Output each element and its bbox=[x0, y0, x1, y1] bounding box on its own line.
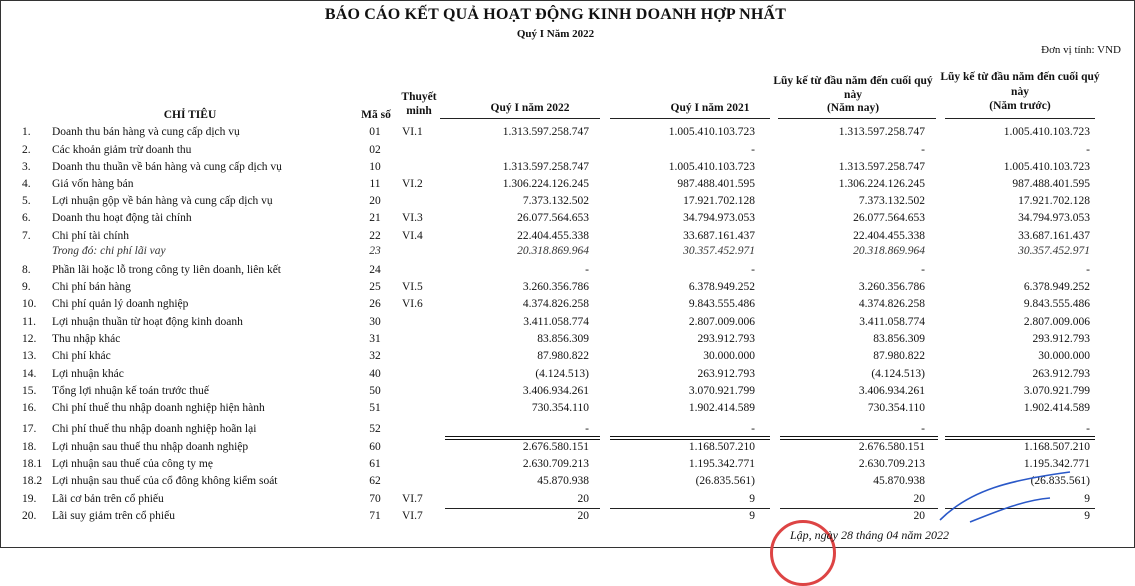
value-ytd-this-year: 20.318.869.964 bbox=[853, 245, 925, 257]
value-q1-2021: 1.005.410.103.723 bbox=[668, 126, 755, 138]
row-label: Lãi cơ bản trên cổ phiếu bbox=[52, 493, 164, 505]
value-q1-2022: 20 bbox=[577, 510, 589, 522]
value-q1-2022: 83.856.309 bbox=[537, 333, 589, 345]
table-row bbox=[0, 333, 1135, 350]
value-ytd-last-year: 9 bbox=[1084, 510, 1090, 522]
row-number: 15. bbox=[22, 385, 37, 397]
value-q1-2022: - bbox=[585, 423, 589, 435]
row-label: Chi phí tài chính bbox=[52, 230, 129, 242]
value-ytd-last-year: 9.843.555.486 bbox=[1023, 298, 1090, 310]
header-col3-line2: này bbox=[844, 89, 862, 101]
value-ytd-this-year: 1.306.224.126.245 bbox=[838, 178, 925, 190]
row-code: 21 bbox=[369, 212, 381, 224]
row-number: 17. bbox=[22, 423, 37, 435]
row-number: 6. bbox=[22, 212, 31, 224]
row-code: 25 bbox=[369, 281, 381, 293]
value-ytd-this-year: 45.870.938 bbox=[873, 475, 925, 487]
value-ytd-last-year: 1.005.410.103.723 bbox=[1003, 126, 1090, 138]
value-q1-2022: 87.980.822 bbox=[537, 350, 589, 362]
value-q1-2022: 1.306.224.126.245 bbox=[502, 178, 589, 190]
row-label: Lợi nhuận khác bbox=[52, 368, 124, 380]
row-number: 12. bbox=[22, 333, 37, 345]
table-row bbox=[0, 385, 1135, 402]
row-label: Chi phí quản lý doanh nghiệp bbox=[52, 298, 189, 310]
row-label: Lãi suy giảm trên cổ phiếu bbox=[52, 510, 175, 522]
row-label: Phần lãi hoặc lỗ trong công ty liên doanh, liên kết bbox=[52, 264, 281, 276]
row-label: Chi phí thuế thu nhập doanh nghiệp hoãn lại bbox=[52, 423, 257, 435]
value-q1-2022: 22.404.455.338 bbox=[517, 230, 589, 242]
row-code: 26 bbox=[369, 298, 381, 310]
header-thuyet-minh-1: Thuyết bbox=[401, 91, 437, 103]
row-label: Các khoản giảm trừ doanh thu bbox=[52, 144, 192, 156]
table-row bbox=[0, 212, 1135, 229]
value-q1-2021: 9.843.555.486 bbox=[688, 298, 755, 310]
row-label: Tổng lợi nhuận kế toán trước thuế bbox=[52, 385, 209, 397]
row-code: 70 bbox=[369, 493, 381, 505]
value-q1-2021: 30.357.452.971 bbox=[683, 245, 755, 257]
value-ytd-this-year: 87.980.822 bbox=[873, 350, 925, 362]
table-row bbox=[0, 298, 1135, 315]
value-q1-2021: (26.835.561) bbox=[695, 475, 755, 487]
value-q1-2021: 33.687.161.437 bbox=[683, 230, 755, 242]
value-ytd-last-year: 34.794.973.053 bbox=[1018, 212, 1090, 224]
value-q1-2022: 20.318.869.964 bbox=[517, 245, 589, 257]
table-row bbox=[0, 161, 1135, 178]
value-ytd-this-year: 20 bbox=[913, 510, 925, 522]
value-q1-2021: 293.912.793 bbox=[697, 333, 755, 345]
value-ytd-this-year: 1.313.597.258.747 bbox=[838, 126, 925, 138]
row-note: VI.3 bbox=[402, 212, 423, 224]
row-note: VI.5 bbox=[402, 281, 423, 293]
value-ytd-last-year: 2.807.009.006 bbox=[1023, 316, 1090, 328]
row-number: 18.1 bbox=[22, 458, 43, 470]
value-ytd-last-year: 1.005.410.103.723 bbox=[1003, 161, 1090, 173]
value-ytd-last-year: 293.912.793 bbox=[1032, 333, 1090, 345]
row-number: 3. bbox=[22, 161, 31, 173]
value-ytd-last-year: 9 bbox=[1084, 493, 1090, 505]
value-ytd-this-year: 3.406.934.261 bbox=[858, 385, 925, 397]
table-row bbox=[0, 195, 1135, 212]
row-number: 9. bbox=[22, 281, 31, 293]
row-number: 13. bbox=[22, 350, 37, 362]
row-code: 30 bbox=[369, 316, 381, 328]
value-ytd-last-year: 987.488.401.595 bbox=[1012, 178, 1090, 190]
header-col3-line1: Lũy kế từ đầu năm đến cuối quý bbox=[773, 75, 933, 87]
row-code: 10 bbox=[369, 161, 381, 173]
value-q1-2021: 17.921.702.128 bbox=[683, 195, 755, 207]
value-q1-2022: 2.676.580.151 bbox=[522, 441, 589, 453]
value-q1-2021: - bbox=[751, 423, 755, 435]
table-row bbox=[0, 402, 1135, 419]
table-row bbox=[0, 144, 1135, 161]
value-ytd-this-year: 3.260.356.786 bbox=[858, 281, 925, 293]
value-ytd-this-year: 20 bbox=[913, 493, 925, 505]
row-number: 14. bbox=[22, 368, 37, 380]
value-ytd-last-year: 1.168.507.210 bbox=[1023, 441, 1090, 453]
header-col2: Quý I năm 2021 bbox=[670, 102, 750, 114]
row-note: VI.2 bbox=[402, 178, 423, 190]
row-number: 18. bbox=[22, 441, 37, 453]
row-number: 10. bbox=[22, 298, 37, 310]
row-number: 19. bbox=[22, 493, 37, 505]
value-ytd-last-year: - bbox=[1086, 264, 1090, 276]
row-note: VI.7 bbox=[402, 493, 423, 505]
value-ytd-this-year: - bbox=[921, 144, 925, 156]
row-label: Lợi nhuận sau thuế thu nhập doanh nghiệp bbox=[52, 441, 249, 453]
header-col3-line3: (Năm nay) bbox=[826, 102, 880, 114]
value-ytd-this-year: 3.411.058.774 bbox=[859, 316, 925, 328]
value-ytd-this-year: 7.373.132.502 bbox=[858, 195, 925, 207]
header-rule-col1 bbox=[440, 118, 600, 119]
header-rule-col4 bbox=[945, 118, 1095, 119]
value-ytd-this-year: 26.077.564.653 bbox=[853, 212, 925, 224]
row-code: 24 bbox=[369, 264, 381, 276]
table-row bbox=[0, 441, 1135, 458]
value-ytd-last-year: 1.195.342.771 bbox=[1023, 458, 1090, 470]
eps-rule-col2 bbox=[610, 508, 770, 509]
value-q1-2022: 26.077.564.653 bbox=[517, 212, 589, 224]
sum-rule-col4 bbox=[945, 436, 1095, 440]
row-number: 1. bbox=[22, 126, 31, 138]
row-note: VI.7 bbox=[402, 510, 423, 522]
report-title: BÁO CÁO KẾT QUẢ HOẠT ĐỘNG KINH DOANH HỢP NHẤT bbox=[324, 6, 787, 23]
row-note: VI.6 bbox=[402, 298, 423, 310]
value-q1-2021: 263.912.793 bbox=[697, 368, 755, 380]
value-ytd-last-year: 30.357.452.971 bbox=[1018, 245, 1090, 257]
row-label: Chi phí bán hàng bbox=[52, 281, 131, 293]
value-ytd-this-year: - bbox=[921, 264, 925, 276]
value-ytd-this-year: (4.124.513) bbox=[871, 368, 925, 380]
row-number: 2. bbox=[22, 144, 31, 156]
value-q1-2022: - bbox=[585, 264, 589, 276]
row-label: Lợi nhuận thuần từ hoạt động kinh doanh bbox=[52, 316, 243, 328]
value-q1-2021: 1.902.414.589 bbox=[688, 402, 755, 414]
row-label: Trong đó: chi phí lãi vay bbox=[52, 245, 166, 257]
eps-rule-col3 bbox=[780, 508, 938, 509]
row-number: 16. bbox=[22, 402, 37, 414]
row-label: Lợi nhuận sau thuế của cổ đông không kiểm soát bbox=[52, 475, 278, 487]
row-code: 02 bbox=[369, 144, 381, 156]
header-chi-tieu: CHỈ TIÊU bbox=[163, 109, 217, 121]
value-ytd-this-year: 2.630.709.213 bbox=[858, 458, 925, 470]
row-code: 20 bbox=[369, 195, 381, 207]
row-label: Doanh thu thuần về bán hàng và cung cấp dịch vụ bbox=[52, 161, 282, 173]
row-number: 5. bbox=[22, 195, 31, 207]
table-row bbox=[0, 178, 1135, 195]
signature-mark bbox=[930, 470, 1080, 530]
row-code: 22 bbox=[369, 230, 381, 242]
value-q1-2022: 2.630.709.213 bbox=[522, 458, 589, 470]
sum-rule-col3 bbox=[780, 436, 938, 440]
value-q1-2022: 4.374.826.258 bbox=[522, 298, 589, 310]
value-ytd-this-year: - bbox=[921, 423, 925, 435]
value-q1-2022: 20 bbox=[577, 493, 589, 505]
table-row bbox=[0, 264, 1135, 281]
table-row bbox=[0, 245, 1135, 262]
table-row bbox=[0, 126, 1135, 143]
row-note: VI.1 bbox=[402, 126, 423, 138]
header-ma-so: Mã số bbox=[361, 109, 391, 121]
currency-unit: Đơn vị tính: VND bbox=[1041, 44, 1121, 56]
value-q1-2021: 1.168.507.210 bbox=[688, 441, 755, 453]
row-number: 7. bbox=[22, 230, 31, 242]
value-ytd-last-year: 17.921.702.128 bbox=[1018, 195, 1090, 207]
header-col4-line2: này bbox=[1011, 86, 1029, 98]
table-row bbox=[0, 281, 1135, 298]
value-q1-2022: 3.411.058.774 bbox=[523, 316, 589, 328]
table-row bbox=[0, 350, 1135, 367]
row-label: Chi phí khác bbox=[52, 350, 111, 362]
header-rule-col2 bbox=[610, 118, 770, 119]
row-code: 51 bbox=[369, 402, 381, 414]
row-label: Lợi nhuận sau thuế của công ty mẹ bbox=[52, 458, 213, 470]
row-code: 71 bbox=[369, 510, 381, 522]
table-row bbox=[0, 368, 1135, 385]
value-ytd-last-year: - bbox=[1086, 144, 1090, 156]
sum-rule-col2 bbox=[610, 436, 770, 440]
header-col4-line3: (Năm trước) bbox=[989, 100, 1051, 112]
value-q1-2022: 730.354.110 bbox=[531, 402, 589, 414]
row-label: Doanh thu bán hàng và cung cấp dịch vụ bbox=[52, 126, 240, 138]
row-code: 01 bbox=[369, 126, 381, 138]
value-q1-2021: 1.005.410.103.723 bbox=[668, 161, 755, 173]
report-date: Lập, ngày 28 tháng 04 năm 2022 bbox=[790, 528, 949, 542]
header-rule-col3 bbox=[778, 118, 936, 119]
value-ytd-this-year: 1.313.597.258.747 bbox=[838, 161, 925, 173]
value-ytd-this-year: 730.354.110 bbox=[867, 402, 925, 414]
row-code: 31 bbox=[369, 333, 381, 345]
value-q1-2021: 1.195.342.771 bbox=[688, 458, 755, 470]
value-q1-2022: (4.124.513) bbox=[535, 368, 589, 380]
row-code: 32 bbox=[369, 350, 381, 362]
value-q1-2021: 30.000.000 bbox=[703, 350, 755, 362]
row-number: 11. bbox=[22, 316, 36, 328]
row-note: VI.4 bbox=[402, 230, 423, 242]
value-ytd-last-year: 1.902.414.589 bbox=[1023, 402, 1090, 414]
value-q1-2021: 2.807.009.006 bbox=[688, 316, 755, 328]
row-code: 40 bbox=[369, 368, 381, 380]
row-code: 52 bbox=[369, 423, 381, 435]
value-ytd-last-year: 33.687.161.437 bbox=[1018, 230, 1090, 242]
value-ytd-this-year: 2.676.580.151 bbox=[858, 441, 925, 453]
value-q1-2021: 6.378.949.252 bbox=[688, 281, 755, 293]
row-code: 62 bbox=[369, 475, 381, 487]
row-code: 11 bbox=[369, 178, 381, 190]
row-code: 50 bbox=[369, 385, 381, 397]
row-number: 20. bbox=[22, 510, 37, 522]
value-ytd-last-year: 6.378.949.252 bbox=[1023, 281, 1090, 293]
value-q1-2021: - bbox=[751, 264, 755, 276]
row-label: Lợi nhuận gộp về bán hàng và cung cấp dịch vụ bbox=[52, 195, 273, 207]
row-label: Chi phí thuế thu nhập doanh nghiệp hiện hành bbox=[52, 402, 265, 414]
row-number: 18.2 bbox=[22, 475, 43, 487]
value-ytd-this-year: 83.856.309 bbox=[873, 333, 925, 345]
value-ytd-this-year: 4.374.826.258 bbox=[858, 298, 925, 310]
value-ytd-last-year: 263.912.793 bbox=[1032, 368, 1090, 380]
row-number: 8. bbox=[22, 264, 31, 276]
eps-rule-col1 bbox=[445, 508, 600, 509]
header-thuyet-minh-2: minh bbox=[406, 105, 432, 117]
value-ytd-last-year: (26.835.561) bbox=[1030, 475, 1090, 487]
header-col1: Quý I năm 2022 bbox=[490, 102, 570, 114]
header-col4-line1: Lũy kế từ đầu năm đến cuối quý bbox=[940, 71, 1100, 83]
sum-rule-col1 bbox=[445, 436, 600, 440]
row-code: 61 bbox=[369, 458, 381, 470]
row-label: Doanh thu hoạt động tài chính bbox=[52, 212, 192, 224]
value-ytd-last-year: 3.070.921.799 bbox=[1023, 385, 1090, 397]
value-ytd-last-year: 30.000.000 bbox=[1038, 350, 1090, 362]
value-q1-2021: 9 bbox=[749, 493, 755, 505]
row-number: 4. bbox=[22, 178, 31, 190]
value-q1-2022: 7.373.132.502 bbox=[522, 195, 589, 207]
value-q1-2021: 3.070.921.799 bbox=[688, 385, 755, 397]
value-q1-2021: 34.794.973.053 bbox=[683, 212, 755, 224]
row-label: Thu nhập khác bbox=[52, 333, 121, 345]
table-row bbox=[0, 316, 1135, 333]
value-ytd-last-year: - bbox=[1086, 423, 1090, 435]
value-q1-2022: 3.260.356.786 bbox=[522, 281, 589, 293]
value-ytd-this-year: 22.404.455.338 bbox=[853, 230, 925, 242]
value-q1-2021: 9 bbox=[749, 510, 755, 522]
report-subtitle: Quý I Năm 2022 bbox=[516, 28, 595, 40]
value-q1-2022: 1.313.597.258.747 bbox=[502, 161, 589, 173]
row-code: 60 bbox=[369, 441, 381, 453]
value-q1-2021: 987.488.401.595 bbox=[677, 178, 755, 190]
value-q1-2022: 1.313.597.258.747 bbox=[502, 126, 589, 138]
row-code: 23 bbox=[369, 245, 381, 257]
value-q1-2022: 45.870.938 bbox=[537, 475, 589, 487]
value-q1-2022: 3.406.934.261 bbox=[522, 385, 589, 397]
value-q1-2021: - bbox=[751, 144, 755, 156]
row-label: Giá vốn hàng bán bbox=[52, 178, 134, 190]
